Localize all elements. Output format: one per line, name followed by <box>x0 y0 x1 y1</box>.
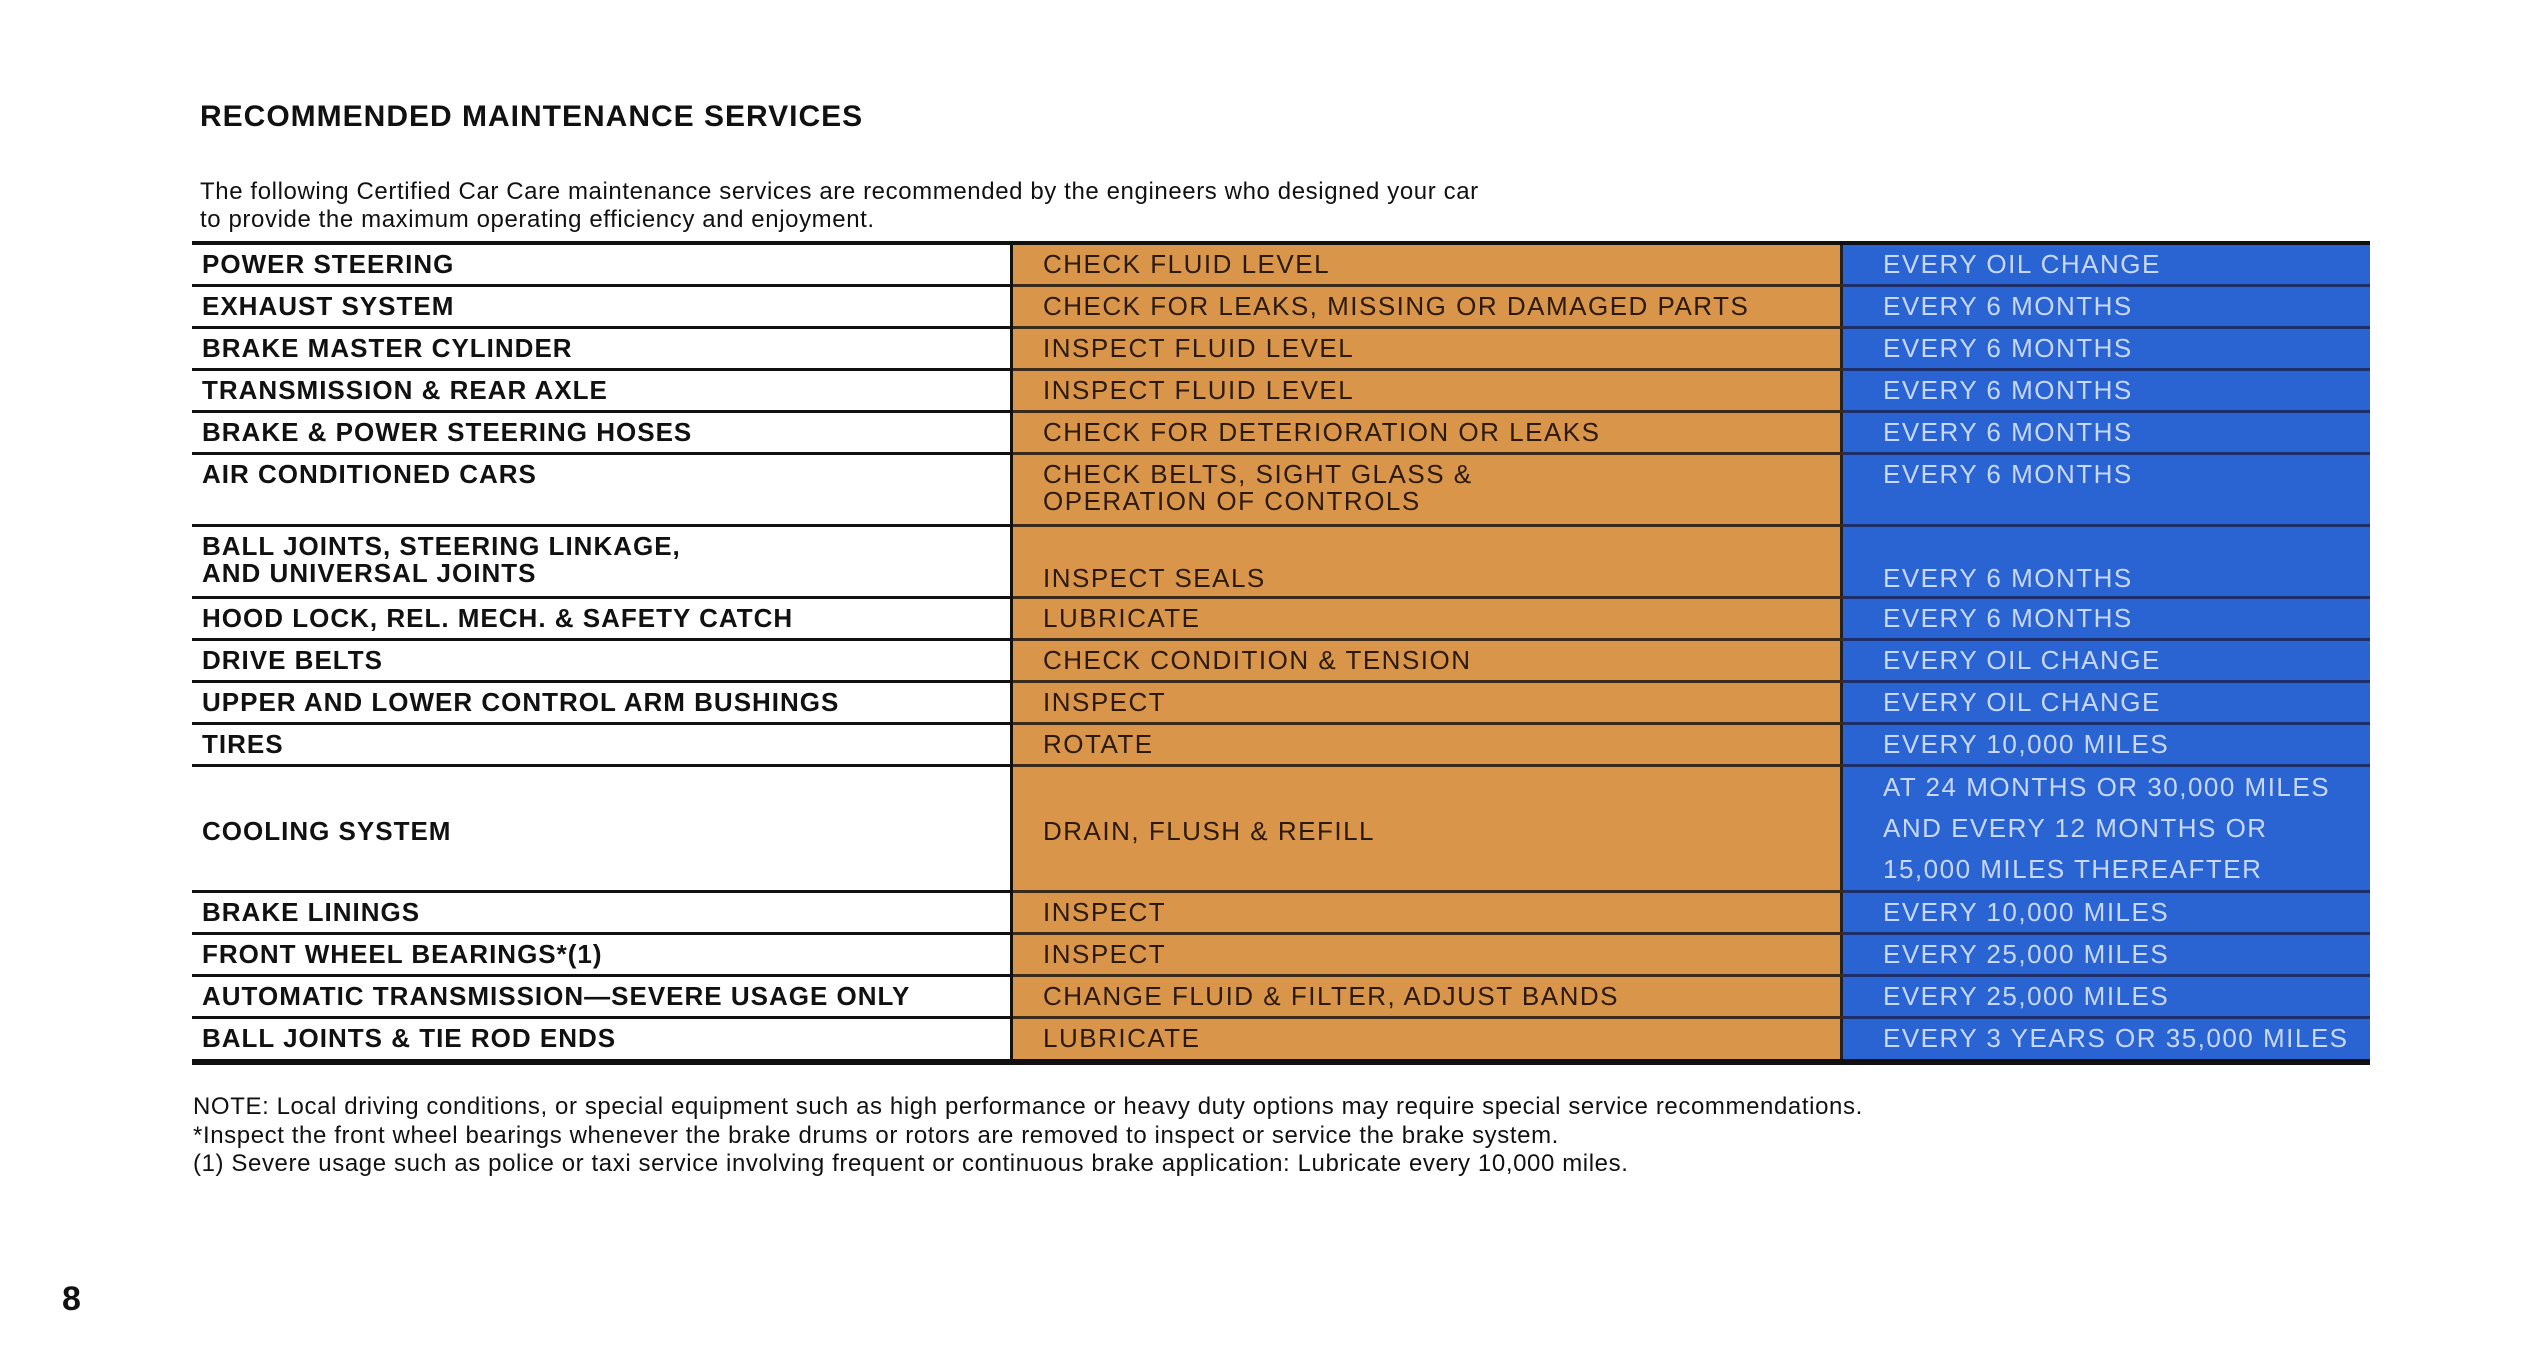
service-action-cell <box>1012 933 1842 975</box>
service-item-cell-line: FRONT WHEEL BEARINGS*(1) <box>202 938 603 969</box>
service-interval-cell <box>1842 243 2371 285</box>
service-action-cell-line: CHECK FLUID LEVEL <box>1043 249 1331 279</box>
service-action-cell <box>1012 639 1842 681</box>
service-item-cell-line: AND UNIVERSAL JOINTS <box>202 557 537 588</box>
service-action-cell <box>1012 891 1842 933</box>
service-item-cell <box>192 327 1012 369</box>
service-interval-cell <box>1842 327 2371 369</box>
service-item-cell <box>192 891 1012 933</box>
service-item-cell <box>192 369 1012 411</box>
table-row <box>192 723 2370 765</box>
service-action-cell <box>1012 327 1842 369</box>
service-item-cell-line: EXHAUST SYSTEM <box>202 290 455 321</box>
table-row <box>192 597 2370 639</box>
service-interval-cell <box>1842 1017 2371 1062</box>
service-action-cell <box>1012 369 1842 411</box>
service-item-cell-line: TIRES <box>202 728 284 759</box>
intro-paragraph <box>200 178 1700 234</box>
service-interval-cell <box>1842 723 2371 765</box>
service-item-cell <box>192 975 1012 1017</box>
table-row <box>192 243 2370 285</box>
service-action-cell <box>1012 723 1842 765</box>
service-item-cell-line: BRAKE & POWER STEERING HOSES <box>202 416 693 447</box>
service-action-cell-line: LUBRICATE <box>1043 1022 1201 1053</box>
service-interval-cell-line: EVERY 25,000 MILES <box>1883 938 2170 969</box>
service-action-cell-line: CHECK BELTS, SIGHT GLASS & <box>1043 458 1473 489</box>
service-action-cell-line: CHECK CONDITION & TENSION <box>1043 644 1472 675</box>
service-action-cell-line: INSPECT SEALS <box>1043 562 1266 593</box>
intro-line-1: The following Certified Car Care maintenance services are recommended by the engineers who designed your car <box>200 178 1479 205</box>
service-action-cell-line: CHECK FOR LEAKS, MISSING OR DAMAGED PARTS <box>1043 290 1750 321</box>
service-interval-cell-line: EVERY 6 MONTHS <box>1883 562 2133 593</box>
service-interval-cell-line: EVERY OIL CHANGE <box>1883 249 2161 279</box>
service-action-cell-line: INSPECT FLUID LEVEL <box>1043 374 1355 405</box>
service-item-cell-line: POWER STEERING <box>202 249 455 279</box>
service-item-cell <box>192 765 1012 891</box>
table-row <box>192 411 2370 453</box>
service-action-cell-line: ROTATE <box>1043 728 1154 759</box>
service-item-cell-line: COOLING SYSTEM <box>202 815 452 846</box>
service-item-cell <box>192 933 1012 975</box>
service-interval-cell <box>1842 639 2371 681</box>
service-item-cell <box>192 723 1012 765</box>
service-item-cell-line: UPPER AND LOWER CONTROL ARM BUSHINGS <box>202 686 840 717</box>
service-action-cell-line: CHANGE FLUID & FILTER, ADJUST BANDS <box>1043 980 1619 1011</box>
service-interval-cell-line: EVERY OIL CHANGE <box>1883 644 2161 675</box>
page-title: RECOMMENDED MAINTENANCE SERVICES <box>200 100 864 133</box>
note-text: NOTE: Local driving conditions, or special equipment such as high performance or heavy duty options may require special service recommendations. <box>193 1093 1863 1120</box>
maintenance-table <box>192 241 2370 1065</box>
service-interval-cell-line: AND EVERY 12 MONTHS OR <box>1883 812 2268 843</box>
service-action-cell-line: INSPECT FLUID LEVEL <box>1043 332 1355 363</box>
service-action-cell <box>1012 975 1842 1017</box>
service-action-cell-line: DRAIN, FLUSH & REFILL <box>1043 815 1376 846</box>
service-item-cell-line: BALL JOINTS, STEERING LINKAGE, <box>202 530 681 561</box>
table-row <box>192 525 2370 597</box>
service-item-cell <box>192 639 1012 681</box>
table-row <box>192 1017 2370 1062</box>
service-item-cell-line: TRANSMISSION & REAR AXLE <box>202 374 608 405</box>
page-number: 8 <box>62 1280 81 1318</box>
table-row <box>192 933 2370 975</box>
intro-line-2: to provide the maximum operating efficiency and enjoyment. <box>200 206 875 233</box>
table-row <box>192 975 2370 1017</box>
service-action-cell <box>1012 411 1842 453</box>
service-action-cell <box>1012 453 1842 525</box>
service-item-cell <box>192 525 1012 597</box>
service-action-cell-line: CHECK FOR DETERIORATION OR LEAKS <box>1043 416 1601 447</box>
service-action-cell-line: INSPECT <box>1043 686 1167 717</box>
service-interval-cell-line: EVERY 6 MONTHS <box>1883 332 2133 363</box>
service-interval-cell-line: EVERY 10,000 MILES <box>1883 728 2170 759</box>
service-action-cell <box>1012 243 1842 285</box>
service-item-cell <box>192 285 1012 327</box>
service-item-cell-line: BALL JOINTS & TIE ROD ENDS <box>202 1022 617 1053</box>
service-interval-cell-line: EVERY 6 MONTHS <box>1883 290 2133 321</box>
service-interval-cell <box>1842 681 2371 723</box>
service-item-cell <box>192 1017 1012 1062</box>
service-interval-cell <box>1842 597 2371 639</box>
service-interval-cell <box>1842 975 2371 1017</box>
service-interval-cell <box>1842 933 2371 975</box>
service-item-cell <box>192 243 1012 285</box>
service-action-cell-line: OPERATION OF CONTROLS <box>1043 485 1421 516</box>
service-interval-cell <box>1842 411 2371 453</box>
table-row <box>192 765 2370 891</box>
service-interval-cell <box>1842 285 2371 327</box>
asterisk-footnote: *Inspect the front wheel bearings whenever the brake drums or rotors are removed to inspect or service the brake system. <box>193 1121 1559 1149</box>
service-action-cell <box>1012 681 1842 723</box>
service-item-cell <box>192 453 1012 525</box>
service-interval-cell-line: 15,000 MILES THEREAFTER <box>1883 853 2263 884</box>
service-interval-cell-line: AT 24 MONTHS OR 30,000 MILES <box>1883 771 2331 802</box>
service-action-cell-line: INSPECT <box>1043 938 1167 969</box>
service-interval-cell <box>1842 891 2371 933</box>
service-interval-cell-line: EVERY 10,000 MILES <box>1883 896 2170 927</box>
table-row <box>192 453 2370 525</box>
service-action-cell <box>1012 597 1842 639</box>
service-item-cell-line: DRIVE BELTS <box>202 644 383 675</box>
table-row <box>192 327 2370 369</box>
maintenance-table-body <box>192 243 2370 1062</box>
service-action-cell-line: INSPECT <box>1043 896 1167 927</box>
service-interval-cell-line: EVERY 3 YEARS OR 35,000 MILES <box>1883 1022 2349 1053</box>
table-row <box>192 639 2370 681</box>
service-action-cell <box>1012 1017 1842 1062</box>
service-item-cell-line: BRAKE MASTER CYLINDER <box>202 332 573 363</box>
table-row <box>192 681 2370 723</box>
service-interval-cell-line: EVERY 6 MONTHS <box>1883 602 2133 633</box>
service-interval-cell-line: EVERY 6 MONTHS <box>1883 458 2133 489</box>
service-interval-cell-line: EVERY 6 MONTHS <box>1883 374 2133 405</box>
table-row <box>192 285 2370 327</box>
table-row <box>192 891 2370 933</box>
service-item-cell <box>192 681 1012 723</box>
service-action-cell <box>1012 525 1842 597</box>
service-interval-cell <box>1842 525 2371 597</box>
service-item-cell-line: HOOD LOCK, REL. MECH. & SAFETY CATCH <box>202 602 794 633</box>
service-item-cell-line: AUTOMATIC TRANSMISSION—SEVERE USAGE ONLY <box>202 980 911 1011</box>
table-row <box>192 369 2370 411</box>
service-action-cell-line: LUBRICATE <box>1043 602 1201 633</box>
service-interval-cell <box>1842 369 2371 411</box>
service-action-cell <box>1012 285 1842 327</box>
service-interval-cell-line: EVERY 6 MONTHS <box>1883 416 2133 447</box>
service-interval-cell <box>1842 765 2371 891</box>
service-interval-cell <box>1842 453 2371 525</box>
service-item-cell-line: AIR CONDITIONED CARS <box>202 458 537 489</box>
service-item-cell <box>192 597 1012 639</box>
severe-usage-footnote: (1) Severe usage such as police or taxi service involving frequent or continuous brake application: Lubricate every 10,000 miles. <box>193 1150 1629 1177</box>
service-item-cell <box>192 411 1012 453</box>
service-interval-cell-line: EVERY 25,000 MILES <box>1883 980 2170 1011</box>
service-interval-cell-line: EVERY OIL CHANGE <box>1883 686 2161 717</box>
notes-section <box>193 1093 2393 1179</box>
service-item-cell-line: BRAKE LININGS <box>202 896 421 927</box>
service-action-cell <box>1012 765 1842 891</box>
